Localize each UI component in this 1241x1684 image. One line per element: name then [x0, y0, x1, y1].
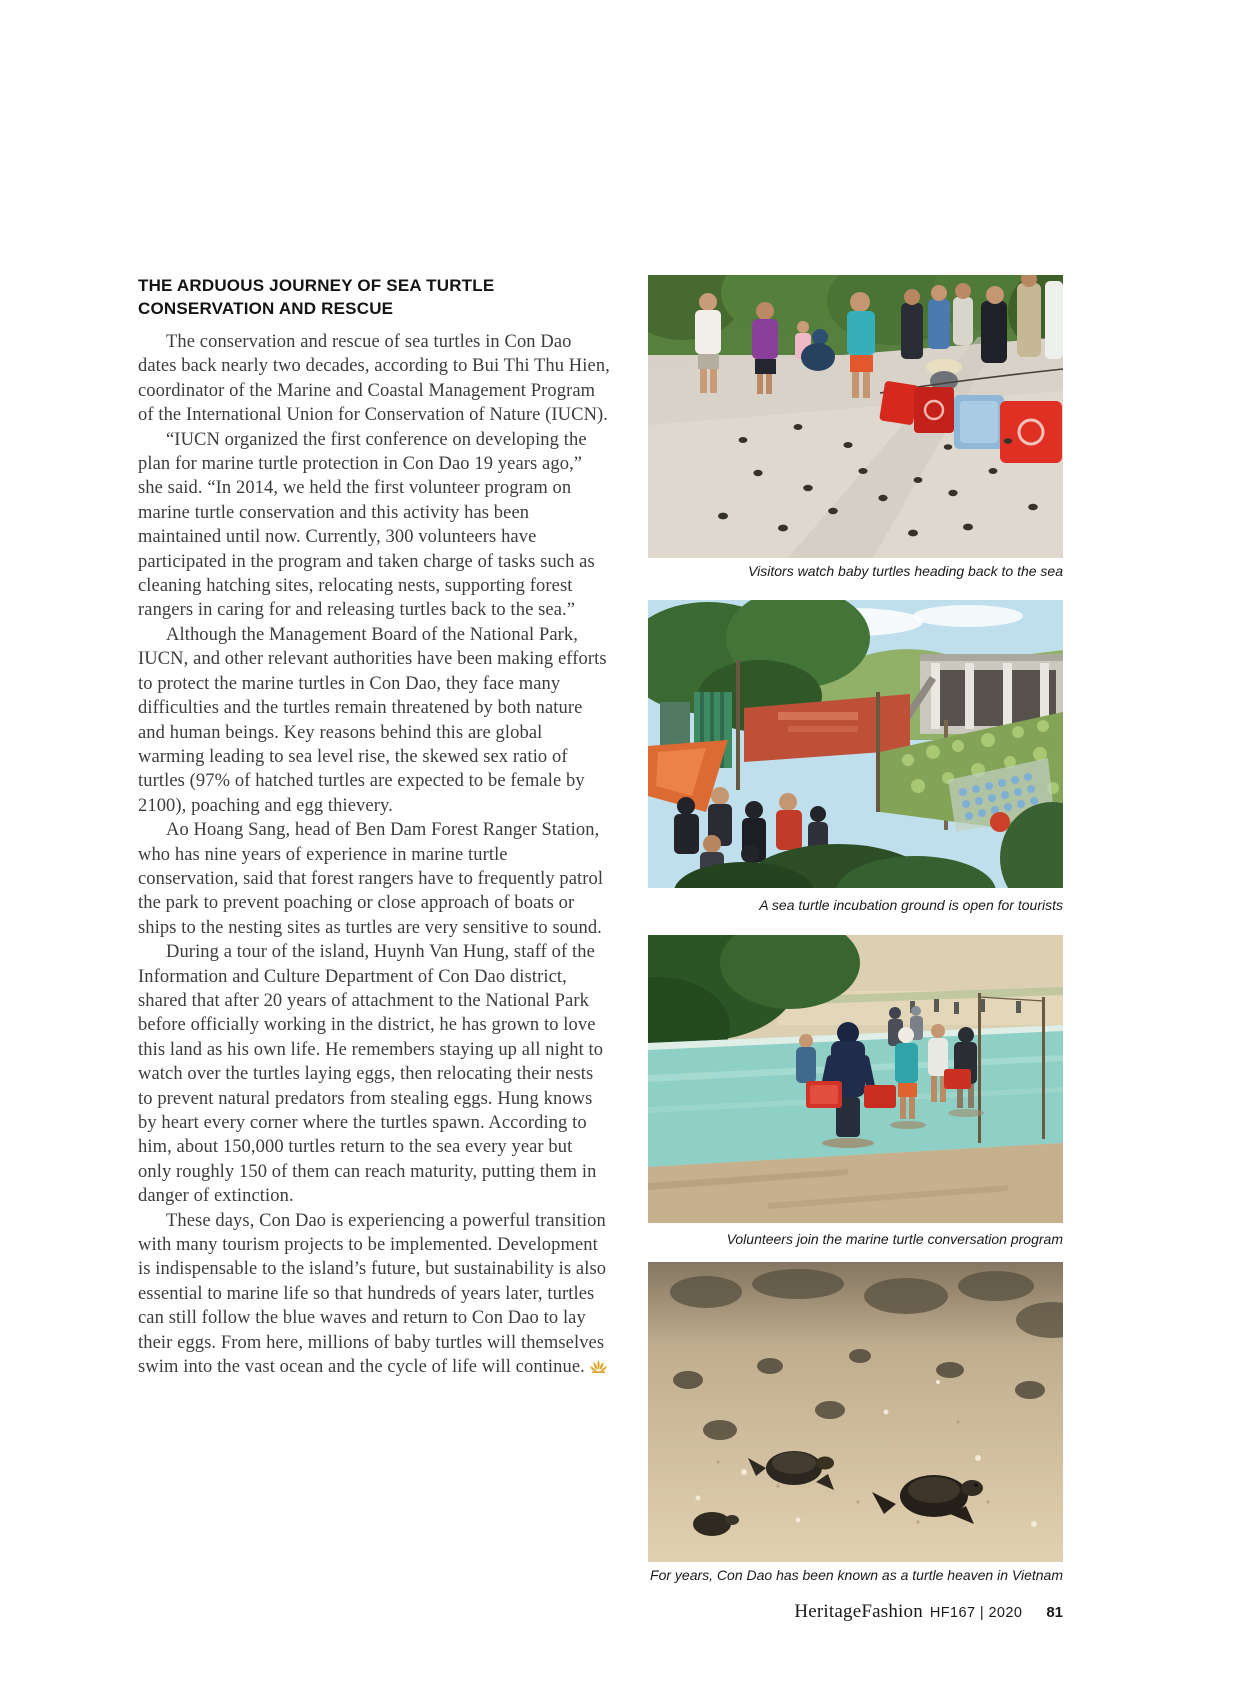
article-paragraph-5: During a tour of the island, Huynh Van Hung, staff of the Information and Culture Department of Con Dao district, shared that after 20 years of attachment to the National Park before officially working in the district, he has grown to love this land as his own life. He remembers staying up all night to watch over the turtles laying eggs, then relocating their nests to prevent natural predators from stealing eggs. Hung knows by heart every corner where the turtles spawn. According to him, about 150,000 turtles return to the sea every year but only roughly 150 of them can reach maturity, putting them in danger of extinction.	[138, 942, 604, 1207]
article-heading: THE ARDUOUS JOURNEY OF SEA TURTLE CONSERVATION AND RESCUE	[138, 276, 495, 318]
article-column	[138, 274, 610, 1379]
photo-3-caption: Volunteers join the marine turtle conversation program	[726, 1231, 1063, 1247]
article-paragraph-2: “IUCN organized the first conference on developing the plan for marine turtle protection in Con Dao 19 years ago,” she said. “In 2014, we held the first volunteer program on marine turtle conservation and this activity has been maintained until now. Currently, 300 volunteers have participated in the program and taken charge of tasks such as cleaning hatching sites, relocating nests, supporting forest rangers in caring for and releasing turtles back to the sea.”	[138, 429, 595, 621]
photo-volunteers-shoreline	[648, 935, 1063, 1223]
photo-1-illustration	[648, 275, 1063, 558]
issue-label: HF167 | 2020	[929, 1605, 1023, 1621]
article-paragraph-6	[138, 1209, 610, 1380]
lotus-end-icon	[590, 1360, 607, 1373]
photo-2-illustration	[648, 600, 1063, 888]
article-paragraph-3: Although the Management Board of the National Park, IUCN, and other relevant authorities have been making efforts to protect the marine turtles in Con Dao, they face many difficulties and the turtles remain threatened by both nature and human beings. Key reasons behind this are global warming leading to sea level rise, the skewed sex ratio of turtles (97% of hatched turtles are expected to be female by 2100), poaching and egg thievery.	[138, 624, 607, 816]
photo-4-caption: For years, Con Dao has been known as a turtle heaven in Vietnam	[650, 1567, 1063, 1583]
photo-baby-turtles-sand	[648, 1262, 1063, 1562]
magazine-name: HeritageFashion	[794, 1601, 923, 1622]
page-footer	[794, 1601, 1063, 1623]
article-paragraph-6-text: These days, Con Dao is experiencing a powerful transition with many tourism projects to be implemented. Development is indispensable to the island’s future, but sustainability is also essential to marine life so that hundreds of years later, turtles can still follow the blue waves and return to Con Dao to lay their eggs. From here, millions of baby turtles will themselves swim into the vast ocean and the cycle of life will continue.	[138, 1210, 607, 1378]
photo-visitors-watch-turtles	[648, 275, 1063, 558]
photo-incubation-ground	[648, 600, 1063, 888]
page-number: 81	[1046, 1604, 1063, 1621]
photo-4-illustration	[648, 1262, 1063, 1562]
photo-1-caption: Visitors watch baby turtles heading back to the sea	[748, 563, 1063, 579]
photo-3-illustration	[648, 935, 1063, 1223]
article-paragraph-4: Ao Hoang Sang, head of Ben Dam Forest Ranger Station, who has nine years of experience in marine turtle conservation, said that forest rangers have to frequently patrol the park to prevent poaching or close approach of boats or ships to the nesting sites as turtles are very sensitive to sound.	[138, 820, 604, 938]
photo-2-caption: A sea turtle incubation ground is open for tourists	[759, 897, 1063, 913]
article-paragraph-1: The conservation and rescue of sea turtles in Con Dao dates back nearly two decades, according to Bui Thi Thu Hien, coordinator of the Marine and Coastal Management Program of the International Union for Conservation of Nature (IUCN).	[138, 332, 610, 426]
